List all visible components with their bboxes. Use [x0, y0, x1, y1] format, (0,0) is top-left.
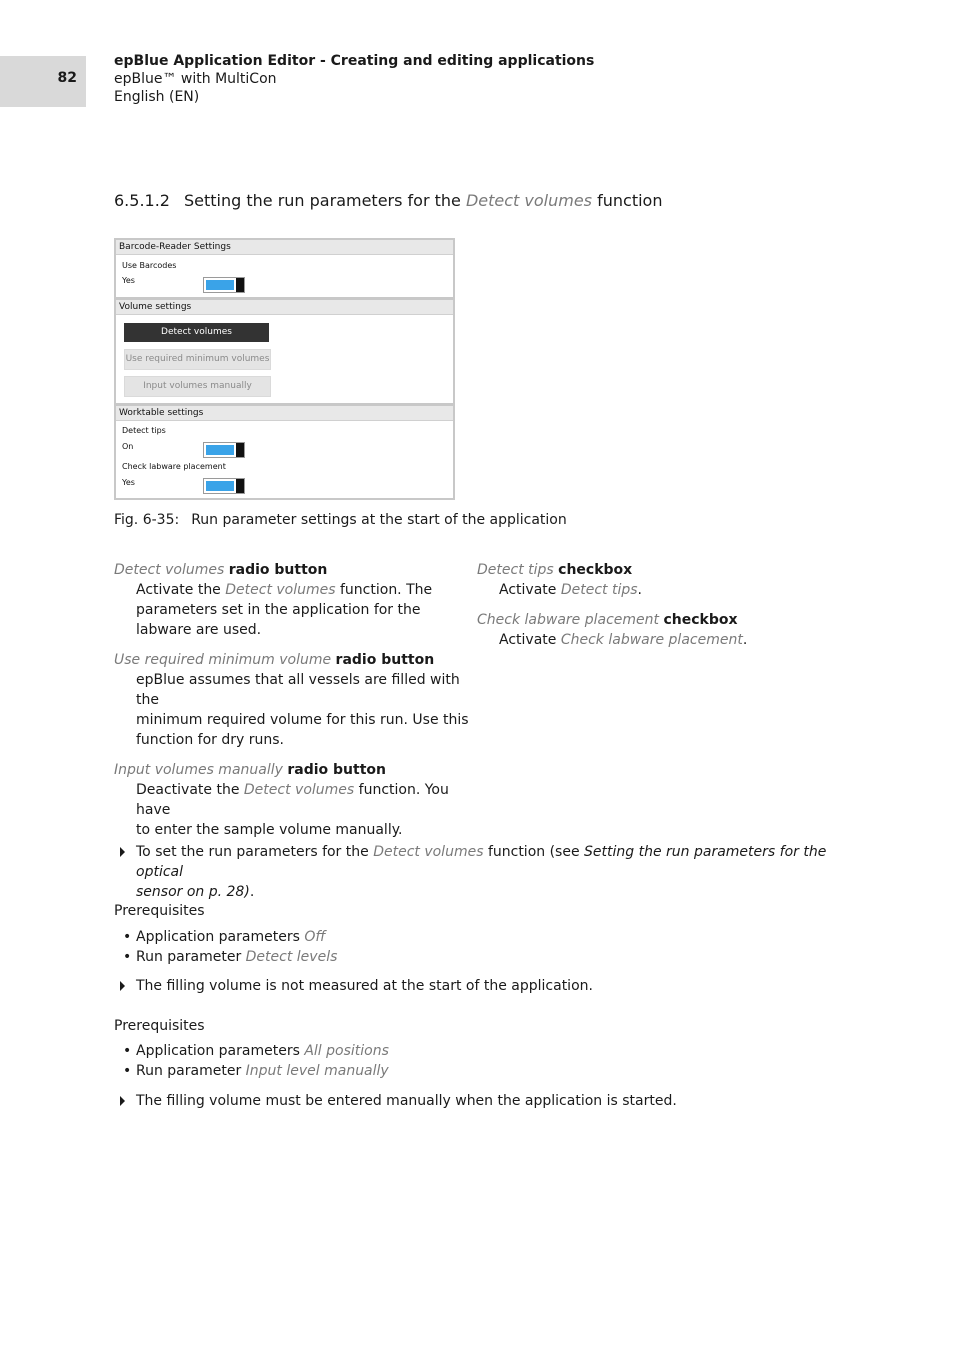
- desc-text: .: [742, 632, 748, 648]
- use-min-volumes-radio[interactable]: Use required minimum volumes: [124, 349, 271, 370]
- volume-section-title: Volume settings: [119, 302, 192, 312]
- volume-section: [116, 300, 453, 403]
- bullet: •: [123, 929, 132, 945]
- desc-text: parameters set in the application for the: [136, 602, 421, 618]
- detect-tips-toggle[interactable]: [203, 442, 245, 458]
- definitions-left: [114, 560, 474, 850]
- desc-text: labware are used.: [136, 622, 262, 638]
- bullet-italic: Detect levels: [245, 949, 338, 965]
- settings-figure: [114, 238, 455, 500]
- cross-reference-link[interactable]: Setting the run parameters for the optical: [136, 844, 827, 880]
- step-text-part: .: [249, 884, 255, 900]
- prerequisite-item: [114, 1041, 389, 1061]
- bullet-text: Application parameters: [136, 1043, 305, 1059]
- definitions-right: [477, 560, 837, 660]
- def-desc: [136, 580, 474, 640]
- def-term-bold: checkbox: [663, 612, 738, 628]
- result-step: [114, 1091, 854, 1111]
- bullet-text: Run parameter: [136, 1063, 246, 1079]
- def-term: [477, 560, 837, 580]
- def-term-bold: radio button: [335, 652, 435, 668]
- result-step: [114, 976, 854, 996]
- toggle-knob: [236, 479, 244, 493]
- desc-text: Activate: [499, 582, 561, 598]
- desc-text: Deactivate the: [136, 782, 244, 798]
- section-number: 6.5.1.2: [114, 191, 170, 210]
- desc-text: Activate: [499, 632, 561, 648]
- section-heading: [114, 191, 662, 210]
- def-desc: [136, 780, 474, 840]
- arrow-right-icon: [120, 847, 125, 857]
- barcode-section: [116, 240, 453, 297]
- arrow-right-icon: [120, 981, 125, 991]
- def-term: [114, 560, 474, 580]
- use-barcodes-toggle[interactable]: [203, 277, 245, 293]
- def-term: [477, 610, 837, 630]
- section-title-after: function: [592, 191, 663, 210]
- detect-tips-value: On: [122, 442, 134, 451]
- header-product: epBlue™ with MultiCon: [114, 71, 277, 87]
- use-barcodes-value: Yes: [122, 276, 135, 285]
- bullet-italic: Input level manually: [245, 1063, 389, 1079]
- bullet: •: [123, 949, 132, 965]
- page-number-box: [0, 56, 86, 107]
- bullet: •: [123, 1043, 132, 1059]
- desc-text: Activate the: [136, 582, 226, 598]
- toggle-fill: [206, 445, 234, 455]
- def-desc: [499, 580, 837, 600]
- desc-text: minimum required volume for this run. Use this: [136, 712, 469, 728]
- bullet-text: Run parameter: [136, 949, 246, 965]
- bullet: •: [123, 1063, 132, 1079]
- worktable-section-header: [116, 406, 453, 421]
- desc-text: to enter the sample volume manually.: [136, 822, 403, 838]
- prerequisite-item: [114, 947, 337, 967]
- cross-reference-link[interactable]: sensor on p. 28): [136, 884, 250, 900]
- step-text-part: function (see: [483, 844, 585, 860]
- bullet-text: Application parameters: [136, 929, 305, 945]
- toggle-fill: [206, 280, 234, 290]
- prerequisites-heading: Prerequisites: [114, 903, 205, 919]
- def-term-bold: checkbox: [558, 562, 633, 578]
- desc-text: function. The: [335, 582, 433, 598]
- def-term-bold: radio button: [228, 562, 328, 578]
- use-barcodes-label: Use Barcodes: [122, 261, 177, 270]
- bullet-italic: Off: [304, 929, 326, 945]
- worktable-section-title: Worktable settings: [119, 408, 204, 418]
- prerequisite-item: [114, 1061, 389, 1081]
- step-text: The filling volume must be entered manually when the application is started.: [136, 1093, 677, 1109]
- page-number: 82: [57, 70, 77, 86]
- barcode-section-title: Barcode-Reader Settings: [119, 242, 231, 252]
- def-term-italic: Input volumes manually: [114, 762, 283, 778]
- arrow-right-icon: [120, 1096, 125, 1106]
- desc-text: epBlue assumes that all vessels are filled with the: [136, 672, 460, 708]
- caption-text: Run parameter settings at the start of the application: [191, 512, 567, 528]
- header-language: English (EN): [114, 89, 200, 105]
- section-title-before: Setting the run parameters for the: [183, 191, 466, 210]
- prerequisite-item: [114, 927, 325, 947]
- desc-text: function for dry runs.: [136, 732, 284, 748]
- bullet-italic: All positions: [304, 1043, 389, 1059]
- def-term: [114, 760, 474, 780]
- detect-tips-label: Detect tips: [122, 426, 166, 435]
- input-volumes-manually-radio[interactable]: Input volumes manually: [124, 376, 271, 397]
- desc-text: .: [637, 582, 642, 598]
- def-term-italic: Detect tips: [477, 562, 554, 578]
- figure-caption: [114, 512, 567, 528]
- prerequisites-heading: Prerequisites: [114, 1018, 205, 1034]
- toggle-fill: [206, 481, 234, 491]
- def-term: [114, 650, 474, 670]
- desc-italic: Check labware placement: [560, 632, 743, 648]
- check-labware-label: Check labware placement: [122, 462, 226, 471]
- step-text: The filling volume is not measured at the start of the application.: [136, 978, 593, 994]
- check-labware-value: Yes: [122, 478, 135, 487]
- step-text-part: To set the run parameters for the: [136, 844, 374, 860]
- instruction-step: [114, 842, 854, 902]
- def-desc: [136, 670, 474, 750]
- def-desc: [499, 630, 837, 650]
- section-title-italic: Detect volumes: [465, 191, 593, 210]
- toggle-knob: [236, 278, 244, 292]
- desc-italic: Detect tips: [560, 582, 638, 598]
- detect-volumes-radio[interactable]: Detect volumes: [124, 323, 269, 342]
- desc-italic: Detect volumes: [243, 782, 355, 798]
- barcode-section-header: [116, 240, 453, 255]
- check-labware-toggle[interactable]: [203, 478, 245, 494]
- running-header: [114, 52, 594, 106]
- def-term-italic: Use required minimum volume: [114, 652, 332, 668]
- desc-text: function. You have: [136, 782, 449, 818]
- toggle-knob: [236, 443, 244, 457]
- header-title: epBlue Application Editor - Creating and editing applications: [114, 53, 595, 69]
- desc-italic: Detect volumes: [225, 582, 336, 598]
- def-term-italic: Detect volumes: [114, 562, 225, 578]
- step-text: [136, 842, 854, 902]
- step-italic: Detect volumes: [373, 844, 484, 860]
- worktable-section: [116, 406, 453, 498]
- def-term-bold: radio button: [287, 762, 386, 778]
- volume-section-header: [116, 300, 453, 315]
- def-term-italic: Check labware placement: [477, 612, 659, 628]
- caption-label: Fig. 6-35:: [114, 512, 180, 528]
